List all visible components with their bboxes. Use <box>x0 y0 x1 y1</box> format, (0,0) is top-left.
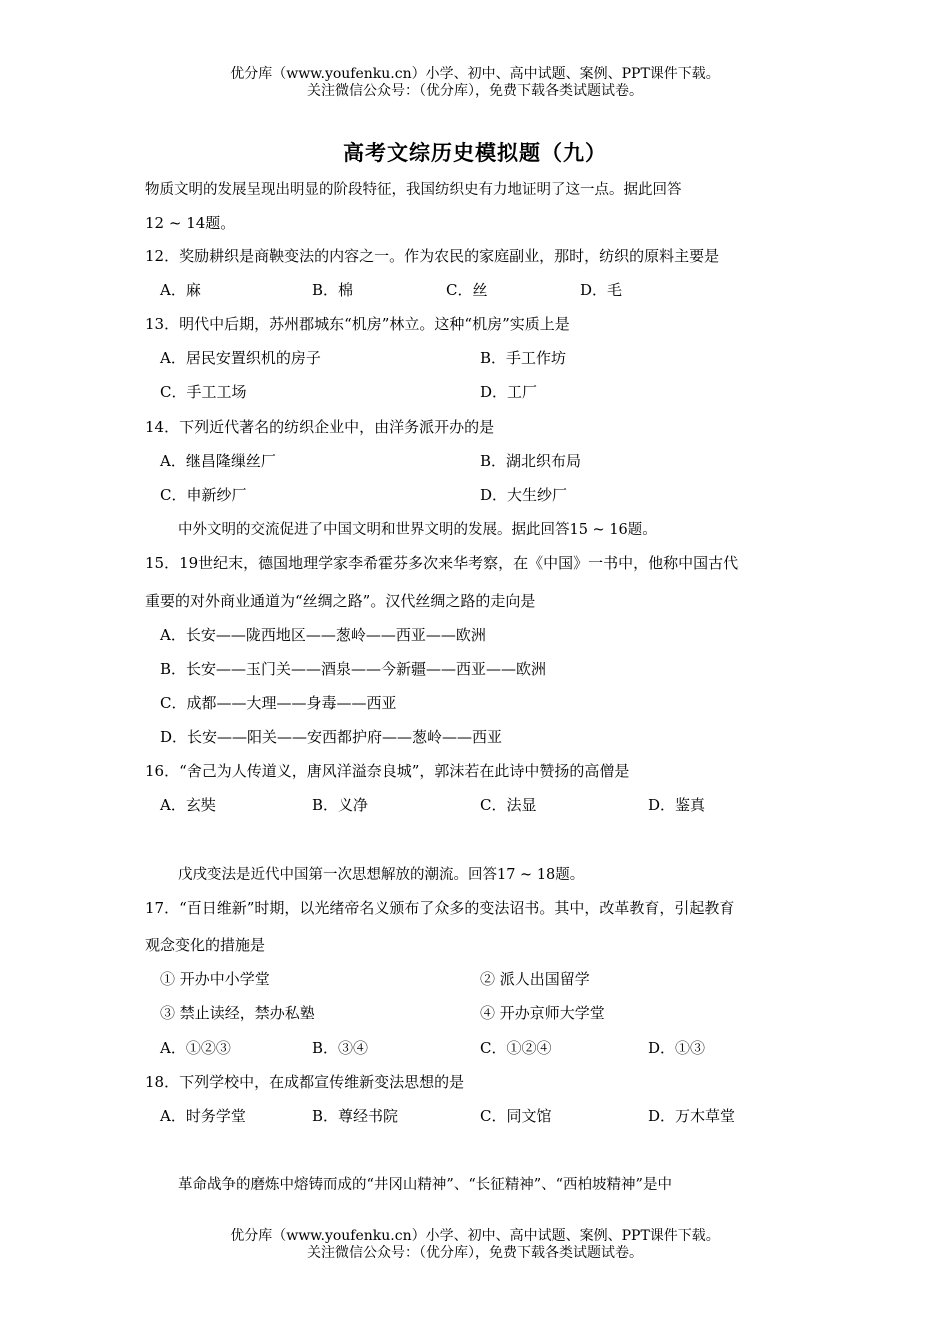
q12-option-b: B．棉 <box>312 281 354 299</box>
q16-option-c: C．法显 <box>480 796 537 814</box>
intro-2: 中外文明的交流促进了中国文明和世界文明的发展。据此回答15 ~ 16题。 <box>178 522 657 538</box>
q13-option-c: C．手工工场 <box>160 383 247 401</box>
q17-item-4: ④ 开办京师大学堂 <box>480 1004 605 1022</box>
q18-stem: 18．下列学校中，在成都宣传维新变法思想的是 <box>145 1073 465 1091</box>
q15-option-d: D．长安——阳关——安西都护府——葱岭——西亚 <box>160 728 503 746</box>
q13-stem: 13．明代中后期，苏州郡城东“机房”林立。这种“机房”实质上是 <box>145 315 570 333</box>
intro-1-line-2: 12 ~ 14题。 <box>145 214 236 232</box>
header-line-1: 优分库（www.youfenku.cn）小学、初中、高中试题、案例、PPT课件下载。 <box>230 66 720 82</box>
q14-option-c: C．申新纱厂 <box>160 486 247 504</box>
q17-option-d: D．①③ <box>648 1039 706 1057</box>
page-header <box>0 66 950 100</box>
q15-option-c: C．成都——大理——身毒——西亚 <box>160 694 397 712</box>
intro-4: 革命战争的磨炼中熔铸而成的“井冈山精神”、“长征精神”、“西柏坡精神”是中 <box>178 1177 672 1193</box>
q15-stem-line-1: 15．19世纪末，德国地理学家李希霍芬多次来华考察，在《中国》一书中，他称中国古代 <box>145 554 739 572</box>
q18-option-a: A．时务学堂 <box>160 1107 246 1125</box>
page-title: 高考文综历史模拟题（九） <box>343 140 607 165</box>
q16-option-b: B．义净 <box>312 796 369 814</box>
q17-option-a: A．①②③ <box>160 1039 231 1057</box>
q13-option-d: D．工厂 <box>480 383 538 401</box>
q14-option-a: A．继昌隆缫丝厂 <box>160 452 276 470</box>
q16-stem: 16．“舍己为人传道义，唐风洋溢奈良城”，郭沫若在此诗中赞扬的高僧是 <box>145 762 630 780</box>
q17-item-1: ① 开办中小学堂 <box>160 970 270 988</box>
q14-option-d: D．大生纱厂 <box>480 486 568 504</box>
q15-option-b: B．长安——玉门关——酒泉——今新疆——西亚——欧洲 <box>160 660 547 678</box>
q18-option-c: C．同文馆 <box>480 1107 552 1125</box>
q16-option-d: D．鉴真 <box>648 796 706 814</box>
q17-stem-line-2: 观念变化的措施是 <box>145 936 266 954</box>
q17-option-c: C．①②④ <box>480 1039 552 1057</box>
intro-1-line-1: 物质文明的发展呈现出明显的阶段特征，我国纺织史有力地证明了这一点。据此回答 <box>145 182 682 198</box>
q13-option-b: B．手工作坊 <box>480 349 567 367</box>
footer-line-2: 关注微信公众号：（优分库），免费下载各类试题试卷。 <box>307 1245 643 1261</box>
q17-item-2: ② 派人出国留学 <box>480 970 590 988</box>
q13-option-a: A．居民安置织机的房子 <box>160 349 321 367</box>
q16-option-a: A．玄奘 <box>160 796 216 814</box>
q17-item-3: ③ 禁止读经，禁办私塾 <box>160 1004 315 1022</box>
q15-option-a: A．长安——陇西地区——葱岭——西亚——欧洲 <box>160 626 486 644</box>
q17-stem-line-1: 17．“百日维新”时期，以光绪帝名义颁布了众多的变法诏书。其中，改革教育，引起教育 <box>145 899 735 917</box>
q18-option-d: D．万木草堂 <box>648 1107 736 1125</box>
q12-option-d: D．毛 <box>580 281 623 299</box>
header-line-2: 关注微信公众号：（优分库），免费下载各类试题试卷。 <box>307 83 643 99</box>
q18-option-b: B．尊经书院 <box>312 1107 399 1125</box>
q12-stem: 12．奖励耕织是商鞅变法的内容之一。作为农民的家庭副业，那时，纺织的原料主要是 <box>145 247 720 265</box>
q12-option-c: C．丝 <box>446 281 488 299</box>
q14-stem: 14．下列近代著名的纺织企业中，由洋务派开办的是 <box>145 418 495 436</box>
q15-stem-line-2: 重要的对外商业通道为“丝绸之路”。汉代丝绸之路的走向是 <box>145 592 536 610</box>
q14-option-b: B．湖北织布局 <box>480 452 582 470</box>
footer-line-1: 优分库（www.youfenku.cn）小学、初中、高中试题、案例、PPT课件下载。 <box>230 1228 720 1244</box>
intro-3: 戊戌变法是近代中国第一次思想解放的潮流。回答17 ~ 18题。 <box>178 867 585 883</box>
page-footer <box>0 1228 950 1262</box>
q12-option-a: A．麻 <box>160 281 201 299</box>
q17-option-b: B．③④ <box>312 1039 369 1057</box>
